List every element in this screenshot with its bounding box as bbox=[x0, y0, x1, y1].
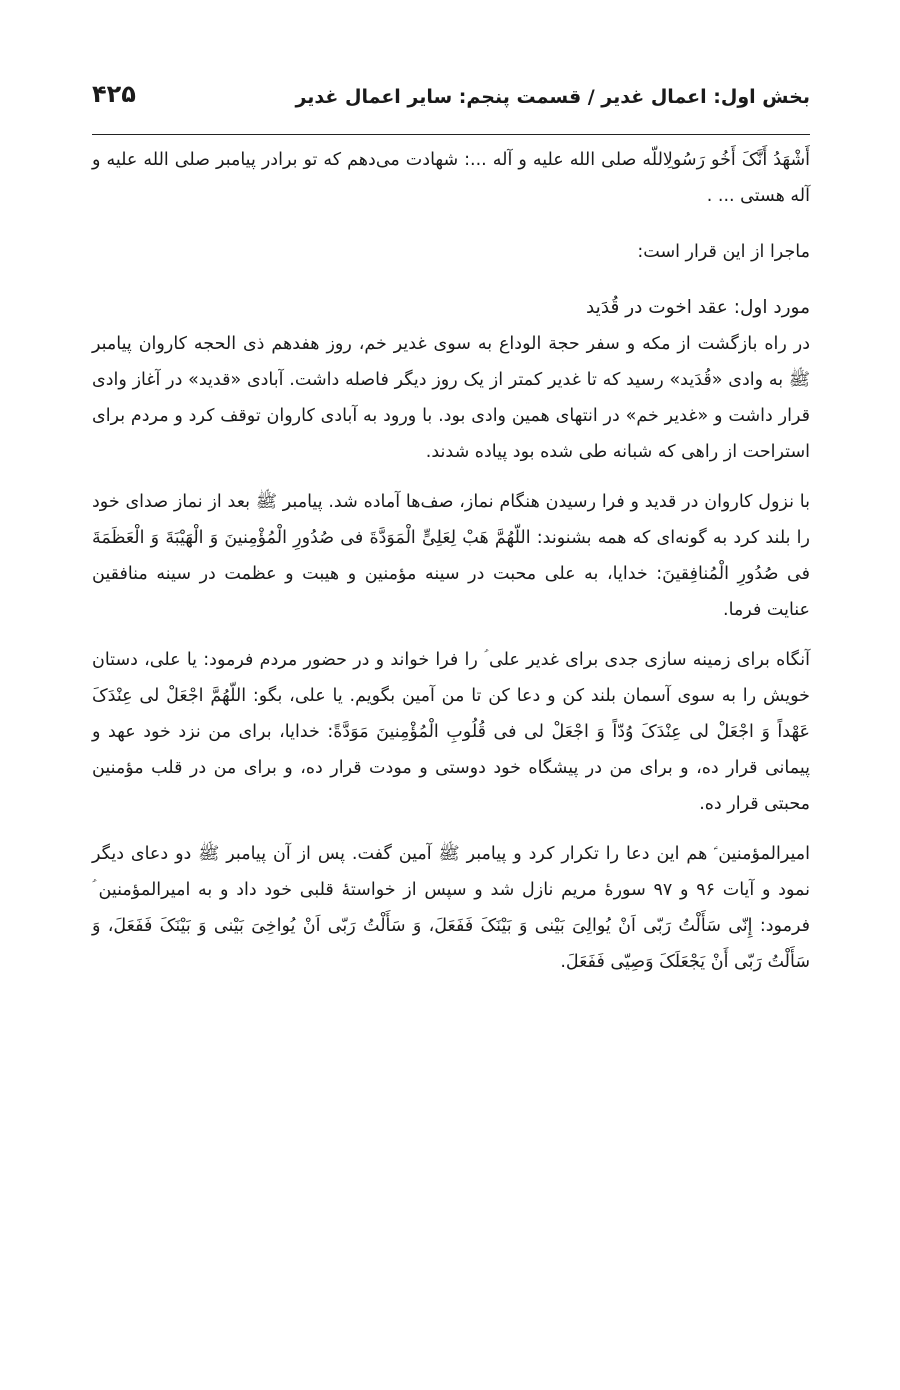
book-page bbox=[92, 60, 810, 1360]
page-body bbox=[92, 142, 810, 980]
intro-paragraph: أَشْهَدُ أَنَّکَ أَخُو رَسُولِاللّه صلی الله علیه و آله ...: شهادت می‌دهم که تو برادر پیامبر صلی الله علیه و آله هستی ... . bbox=[92, 150, 810, 206]
paragraph-2: با نزول کاروان در قدید و فرا رسیدن هنگام نماز، صف‌ها آماده شد. پیامبر ﷺ بعد از نماز صدای خود را بلند کرد به گونه‌ای که همه بشنوند: اللّهُمَّ هَبْ لِعَلِیٍّ الْمَوَدَّةَ فی صُدُورِ الْمُؤْمِنینَ وَ الْهَیْبَةَ وَ الْعَظَمَةَ فی صُدُورِ الْمُنافِقینَ: خدایا، به علی محبت در سینه مؤمنین و هیبت و عظمت در سینه منافقین عنایت فرما. bbox=[92, 492, 810, 620]
header-title: بخش اول: اعمال غدیر / قسمت پنجم: سایر اعمال غدیر bbox=[295, 86, 810, 108]
paragraph-1: در راه بازگشت از مکه و سفر حجة الوداع به سوی غدیر خم، روز هفدهم ذی الحجه کاروان پیامبر ﷺ به وادی «قُدَید» رسید که تا غدیر کمتر از یک روز دیگر فاصله داشت. آبادی «قدید» در آغاز وادی قرار داشت و «غدیر خم» در انتهای همین وادی بود. با ورود به آبادی کاروان توقف کرد و مردم برای استراحت از راهی که شبانه طی شده بود پیاده شدند. bbox=[92, 334, 810, 462]
paragraph-3: آنگاه برای زمینه سازی جدی برای غدیر علی ؑ را فرا خواند و در حضور مردم فرمود: یا علی، دستان خویش را به سوی آسمان بلند کن و دعا کن تا من آمین بگویم. یا علی، بگو: اللّهُمَّ اجْعَلْ لی عِنْدَکَ عَهْداً وَ اجْعَلْ لی عِنْدَکَ وُدّاً وَ اجْعَلْ لی فی قُلُوبِ الْمُؤْمِنینَ مَوَدَّةً: خدایا، برای من نزد خود عهد و پیمانی قرار ده، و برای من در پیشگاه خود دوستی و مودت قرار ده، و برای من در قلب مؤمنین محبتی قرار ده. bbox=[92, 650, 810, 814]
running-header bbox=[92, 78, 810, 118]
section-heading: مورد اول: عقد اخوت در قُدَید bbox=[585, 297, 810, 318]
paragraph-4: امیرالمؤمنین ؑ هم این دعا را تکرار کرد و پیامبر ﷺ آمین گفت. پس از آن پیامبر ﷺ دو دعای دیگر نمود و آیات ۹۶ و ۹۷ سورهٔ مریم نازل شد و سپس از خواستهٔ قلبی خود داد و به امیرالمؤمنین ؑ فرمود: إِنّی سَأَلْتُ رَبّی اَنْ یُوالِیَ بَیْنی وَ بَیْنَکَ فَفَعَلَ، وَ سَأَلْتُ رَبّی اَنْ یُواخِیَ بَیْنی وَ بَیْنَکَ فَفَعَلَ، وَ سَأَلْتُ رَبّی أَنْ یَجْعَلَکَ وَصِیّی فَفَعَلَ. bbox=[92, 844, 810, 972]
header-rule bbox=[92, 134, 810, 135]
page-number: ۴۲۵ bbox=[92, 80, 136, 108]
lead-line: ماجرا از این قرار است: bbox=[637, 242, 810, 262]
